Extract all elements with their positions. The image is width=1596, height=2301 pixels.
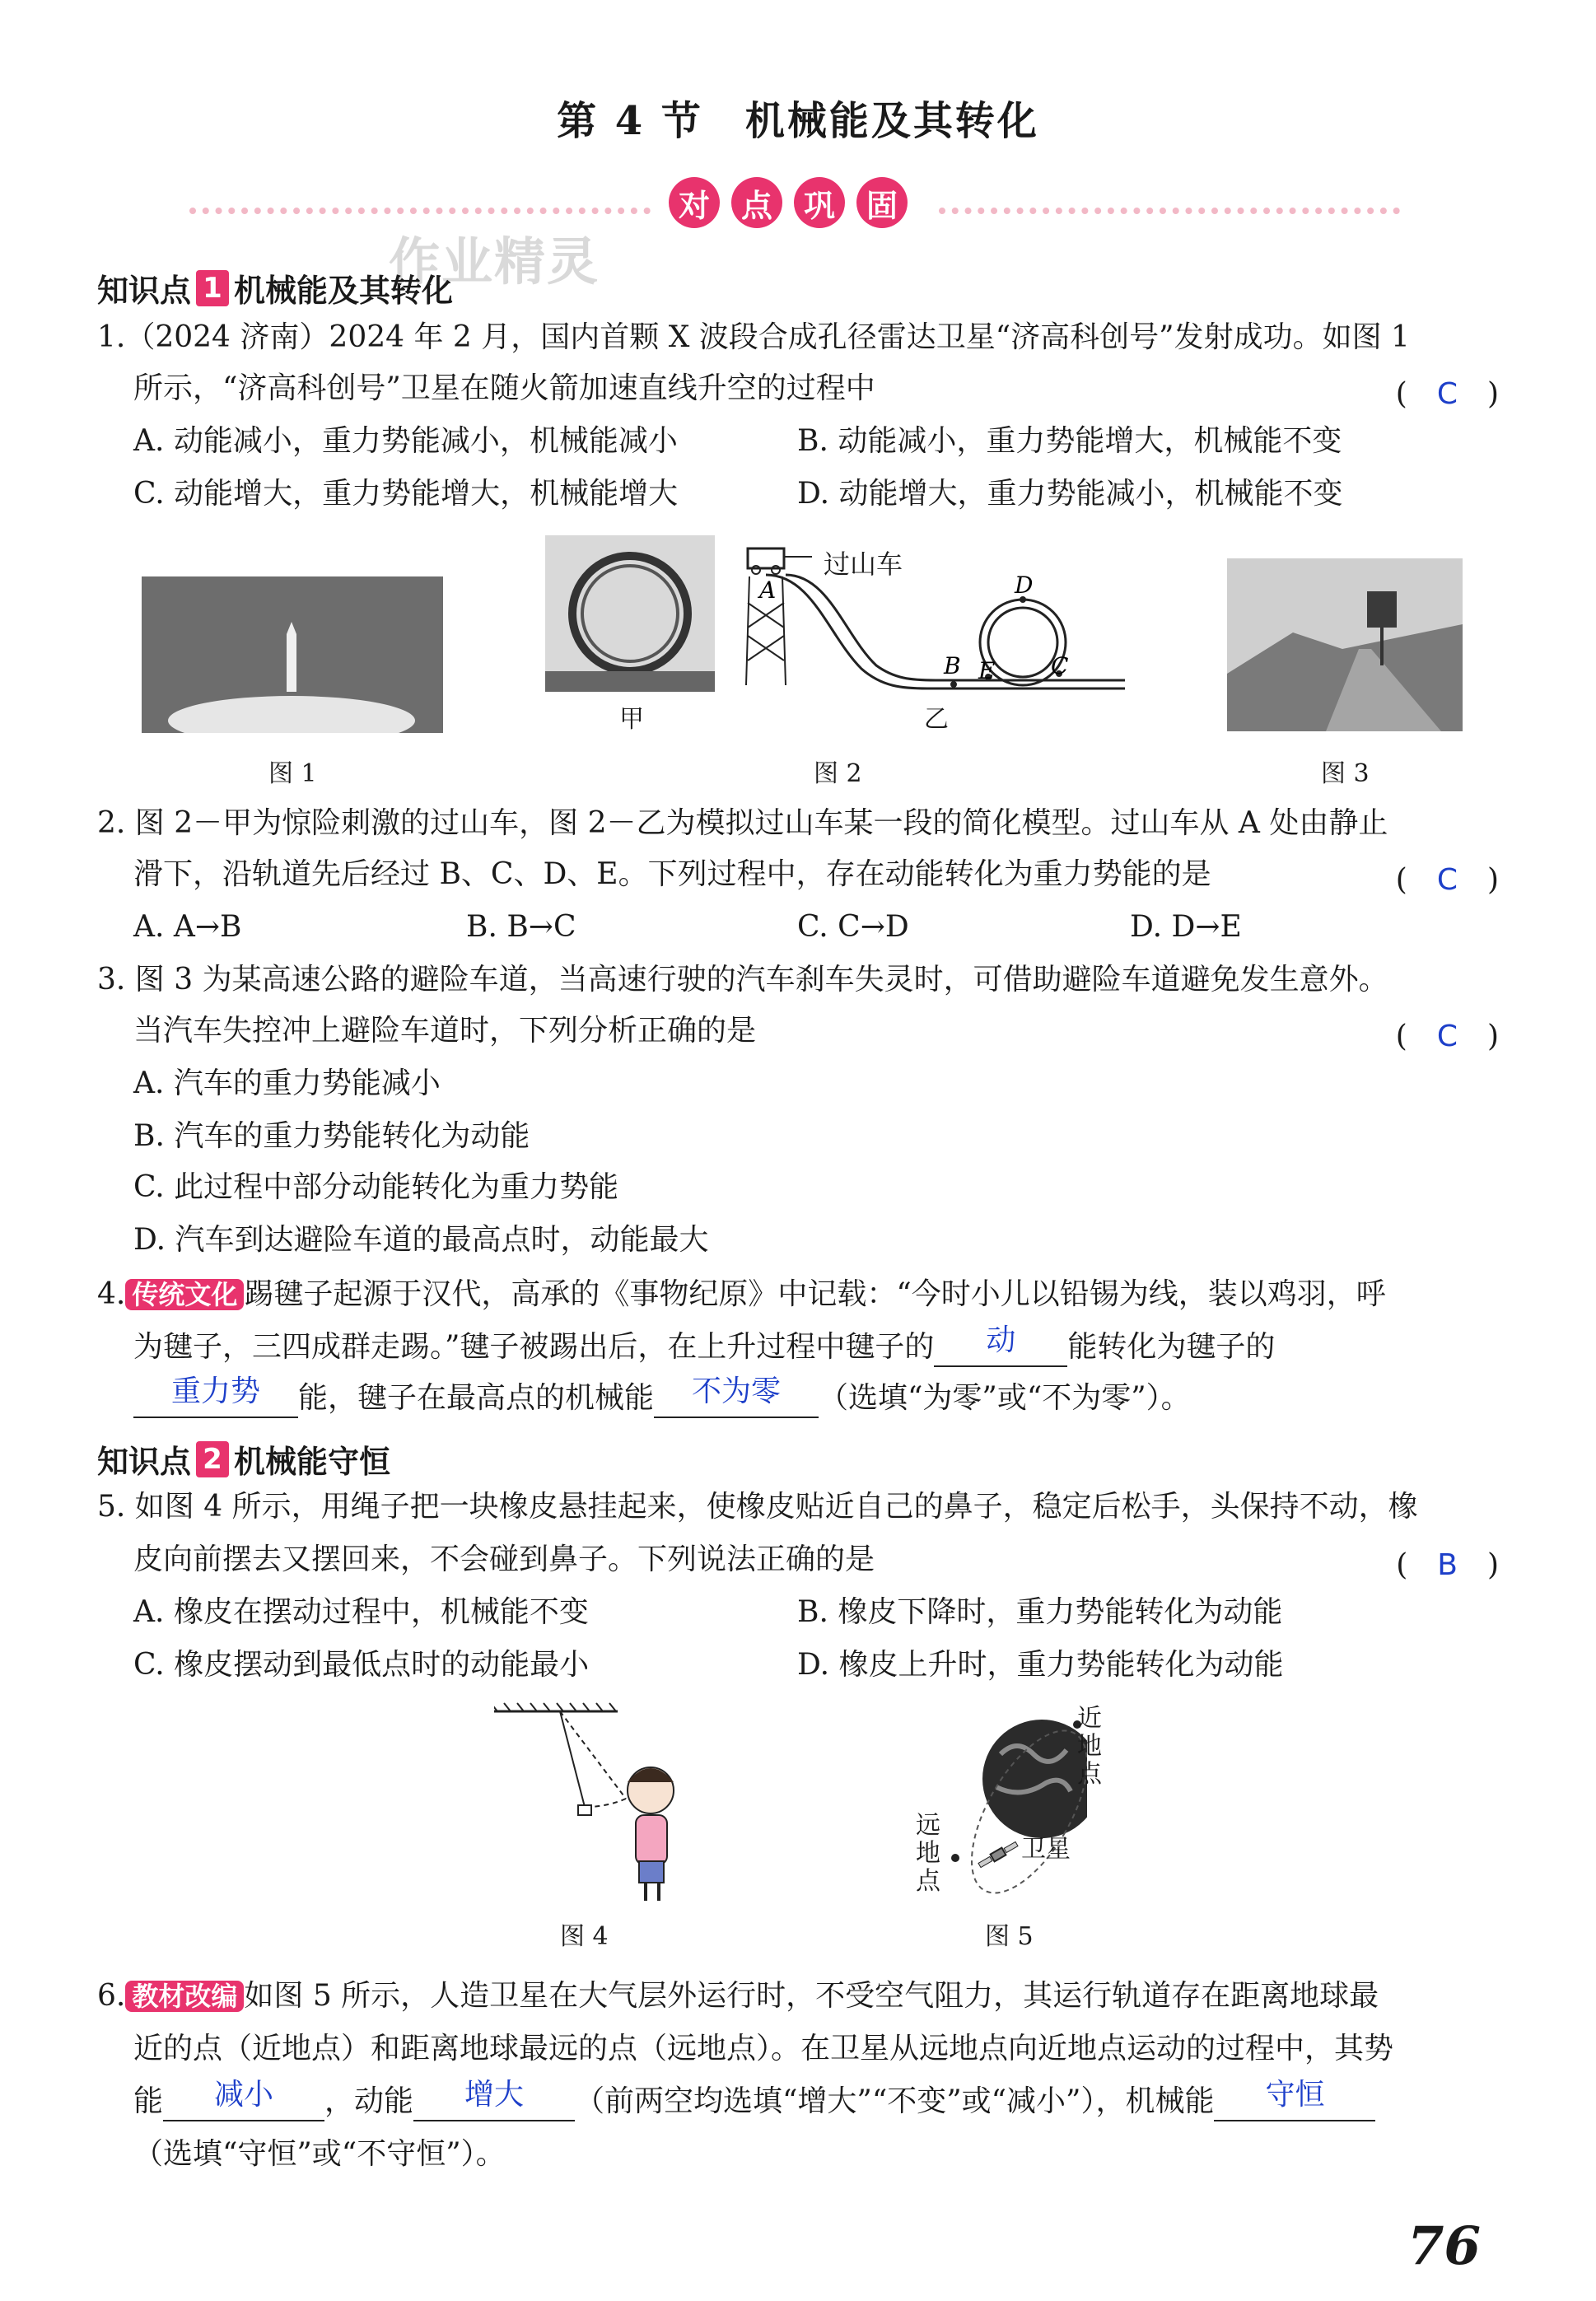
runaway-ramp-photo [1227, 558, 1463, 731]
q3-stem-line1: 3. 图 3 为某高速公路的避险车道，当高速行驶的汽车刹车失灵时，可借助避险车道避免发生意外。 [97, 963, 1388, 996]
page-title: 第 4 节 机械能及其转化 [557, 98, 1039, 144]
figure-1-caption: 图 1 [268, 759, 317, 788]
section-number: 2 [196, 1441, 229, 1477]
satellite-label: 卫星 [1021, 1835, 1071, 1864]
q6-stem-line2: 近的点（近地点）和距离地球最远的点（远地点）。在卫星从远地点向近地点运动的过程中，其势 [133, 2032, 1394, 2065]
q6-stem-line1: 6. 教材改编 如图 5 所示，人造卫星在大气层外运行时，不受空气阻力，其运行轨道存在距离地球最 [97, 1979, 1379, 2013]
road-icon [1227, 558, 1463, 731]
q2-stem-line1: 2. 图 2－甲为惊险刺激的过山车，图 2－乙为模拟过山车某一段的简化模型。过山车从 A 处由静止 [97, 806, 1388, 840]
q1-option-c: C. 动能增大，重力势能增大，机械能增大 [133, 477, 679, 511]
point-b-label: B [944, 652, 961, 679]
textbook-adapted-tag: 教材改编 [125, 1981, 244, 2012]
figure-3-caption: 图 3 [1321, 759, 1370, 788]
q1-option-a: A. 动能减小，重力势能减小，机械能减小 [133, 424, 678, 458]
q5-option-b: B. 橡皮下降时，重力势能转化为动能 [797, 1595, 1283, 1629]
q3-option-d: D. 汽车到达避险车道的最高点时，动能最大 [133, 1223, 709, 1257]
apogee-label: 远 地 点 [916, 1811, 940, 1896]
q1-answer: ( C ) [1395, 377, 1499, 411]
q4-blank-2[interactable]: 重力势 [133, 1380, 298, 1418]
roller-coaster-photo [545, 535, 715, 692]
q2-option-c: C. C→D [797, 910, 909, 944]
q5-option-a: A. 橡皮在摆动过程中，机械能不变 [133, 1595, 589, 1629]
q4-stem-line3: 重力势 能，毽子在最高点的机械能 不为零 （选填“为零”或“不为零”）。 [133, 1380, 1191, 1418]
q6-blank-3[interactable]: 守恒 [1214, 2084, 1375, 2121]
q2-option-b: B. B→C [466, 910, 576, 944]
q4-blank-3[interactable]: 不为零 [654, 1380, 819, 1418]
section-banner [669, 177, 908, 228]
banner-char: 对 [669, 177, 720, 228]
rocket-icon [142, 576, 443, 733]
q4-blank-1[interactable]: 动 [934, 1329, 1067, 1367]
rocket-launch-photo [142, 576, 443, 733]
q6-stem-line4: （选填“守恒”或“不守恒”）。 [133, 2137, 506, 2171]
q5-answer: ( B ) [1396, 1548, 1499, 1582]
q3-stem-line2: 当汽车失控冲上避险车道时，下列分析正确的是 [133, 1014, 757, 1048]
q2-option-d: D. D→E [1130, 910, 1242, 944]
satellite-icon [978, 1841, 1019, 1869]
q5-stem-line2: 皮向前摆去又摆回来，不会碰到鼻子。下列说法正确的是 [133, 1543, 875, 1576]
figure-5-caption: 图 5 [985, 1922, 1034, 1951]
q4-stem-line1: 4. 传统文化 踢毽子起源于汉代，高承的《事物纪原》中记载：“今时小儿以铅锡为线，装以鸡羽，呼 [97, 1277, 1386, 1311]
q6-blank-1[interactable]: 减小 [163, 2084, 324, 2121]
section-label: 知识点 [97, 273, 192, 309]
q1-stem-line1: 1.（2024 济南）2024 年 2 月，国内首颗 X 波段合成孔径雷达卫星“济高科创号”发射成功。如图 1 [97, 320, 1410, 354]
q5-stem-line1: 5. 如图 4 所示，用绳子把一块橡皮悬挂起来，使橡皮贴近自己的鼻子，稳定后松手，头保持不动，橡 [97, 1490, 1418, 1524]
q6-blank-2[interactable]: 增大 [413, 2084, 575, 2121]
section-label: 知识点 [97, 1444, 192, 1480]
pendulum-girl-figure [494, 1700, 692, 1906]
q2-option-a: A. A→B [133, 910, 242, 944]
q4-stem-line2: 为毽子，三四成群走踢。”毽子被踢出后，在上升过程中毽子的 动 能转化为毽子的 [133, 1329, 1275, 1367]
banner-char: 固 [856, 177, 908, 228]
point-a-label: A [759, 576, 777, 604]
q1-option-d: D. 动能增大，重力势能减小，机械能不变 [797, 477, 1343, 511]
divider-right [939, 208, 1400, 214]
roller-coaster-icon [545, 535, 715, 692]
q1-stem-line2: 所示，“济高科创号”卫星在随火箭加速直线升空的过程中 [133, 371, 875, 405]
q6-stem-line3: 能 减小 ，动能 增大 （前两空均选填“增大”“不变”或“减小”），机械能 守恒 [133, 2084, 1375, 2121]
q3-answer: ( C ) [1395, 1020, 1499, 1053]
section-number: 1 [196, 270, 229, 306]
q2-stem-line2: 滑下，沿轨道先后经过 B、C、D、E。下列过程中，存在动能转化为重力势能的是 [133, 857, 1211, 891]
point-d-label: D [1015, 572, 1034, 599]
q3-option-b: B. 汽车的重力势能转化为动能 [133, 1119, 530, 1153]
figure-2-jia-label: 甲 [619, 705, 644, 734]
traditional-culture-tag: 传统文化 [125, 1279, 244, 1310]
q5-option-c: C. 橡皮摆动到最低点时的动能最小 [133, 1648, 590, 1682]
coaster-track-diagram [738, 537, 1133, 702]
q2-answer: ( C ) [1395, 863, 1499, 897]
perigee-label: 近 地 点 [1077, 1704, 1102, 1789]
knowledge-point-1 [97, 265, 453, 310]
figure-2-caption: 图 2 [814, 759, 862, 788]
page-number: 76 [1407, 2215, 1481, 2277]
q3-option-a: A. 汽车的重力势能减小 [133, 1066, 441, 1100]
watermark: 作业精灵 [389, 231, 600, 292]
banner-char: 巩 [794, 177, 845, 228]
q3-option-c: C. 此过程中部分动能转化为重力势能 [133, 1170, 619, 1204]
q1-option-b: B. 动能减小，重力势能增大，机械能不变 [797, 424, 1342, 458]
banner-char: 点 [731, 177, 782, 228]
figure-4-caption: 图 4 [560, 1922, 609, 1951]
coaster-label: 过山车 [824, 548, 903, 580]
point-e-label: E [978, 657, 996, 684]
section-title: 机械能守恒 [234, 1444, 391, 1480]
knowledge-point-2 [97, 1436, 390, 1482]
figure-2-yi-label: 乙 [924, 705, 949, 734]
divider-left [189, 208, 651, 214]
point-c-label: C [1051, 652, 1069, 679]
q5-option-d: D. 橡皮上升时，重力势能转化为动能 [797, 1648, 1284, 1682]
section-title: 机械能及其转化 [234, 273, 454, 309]
